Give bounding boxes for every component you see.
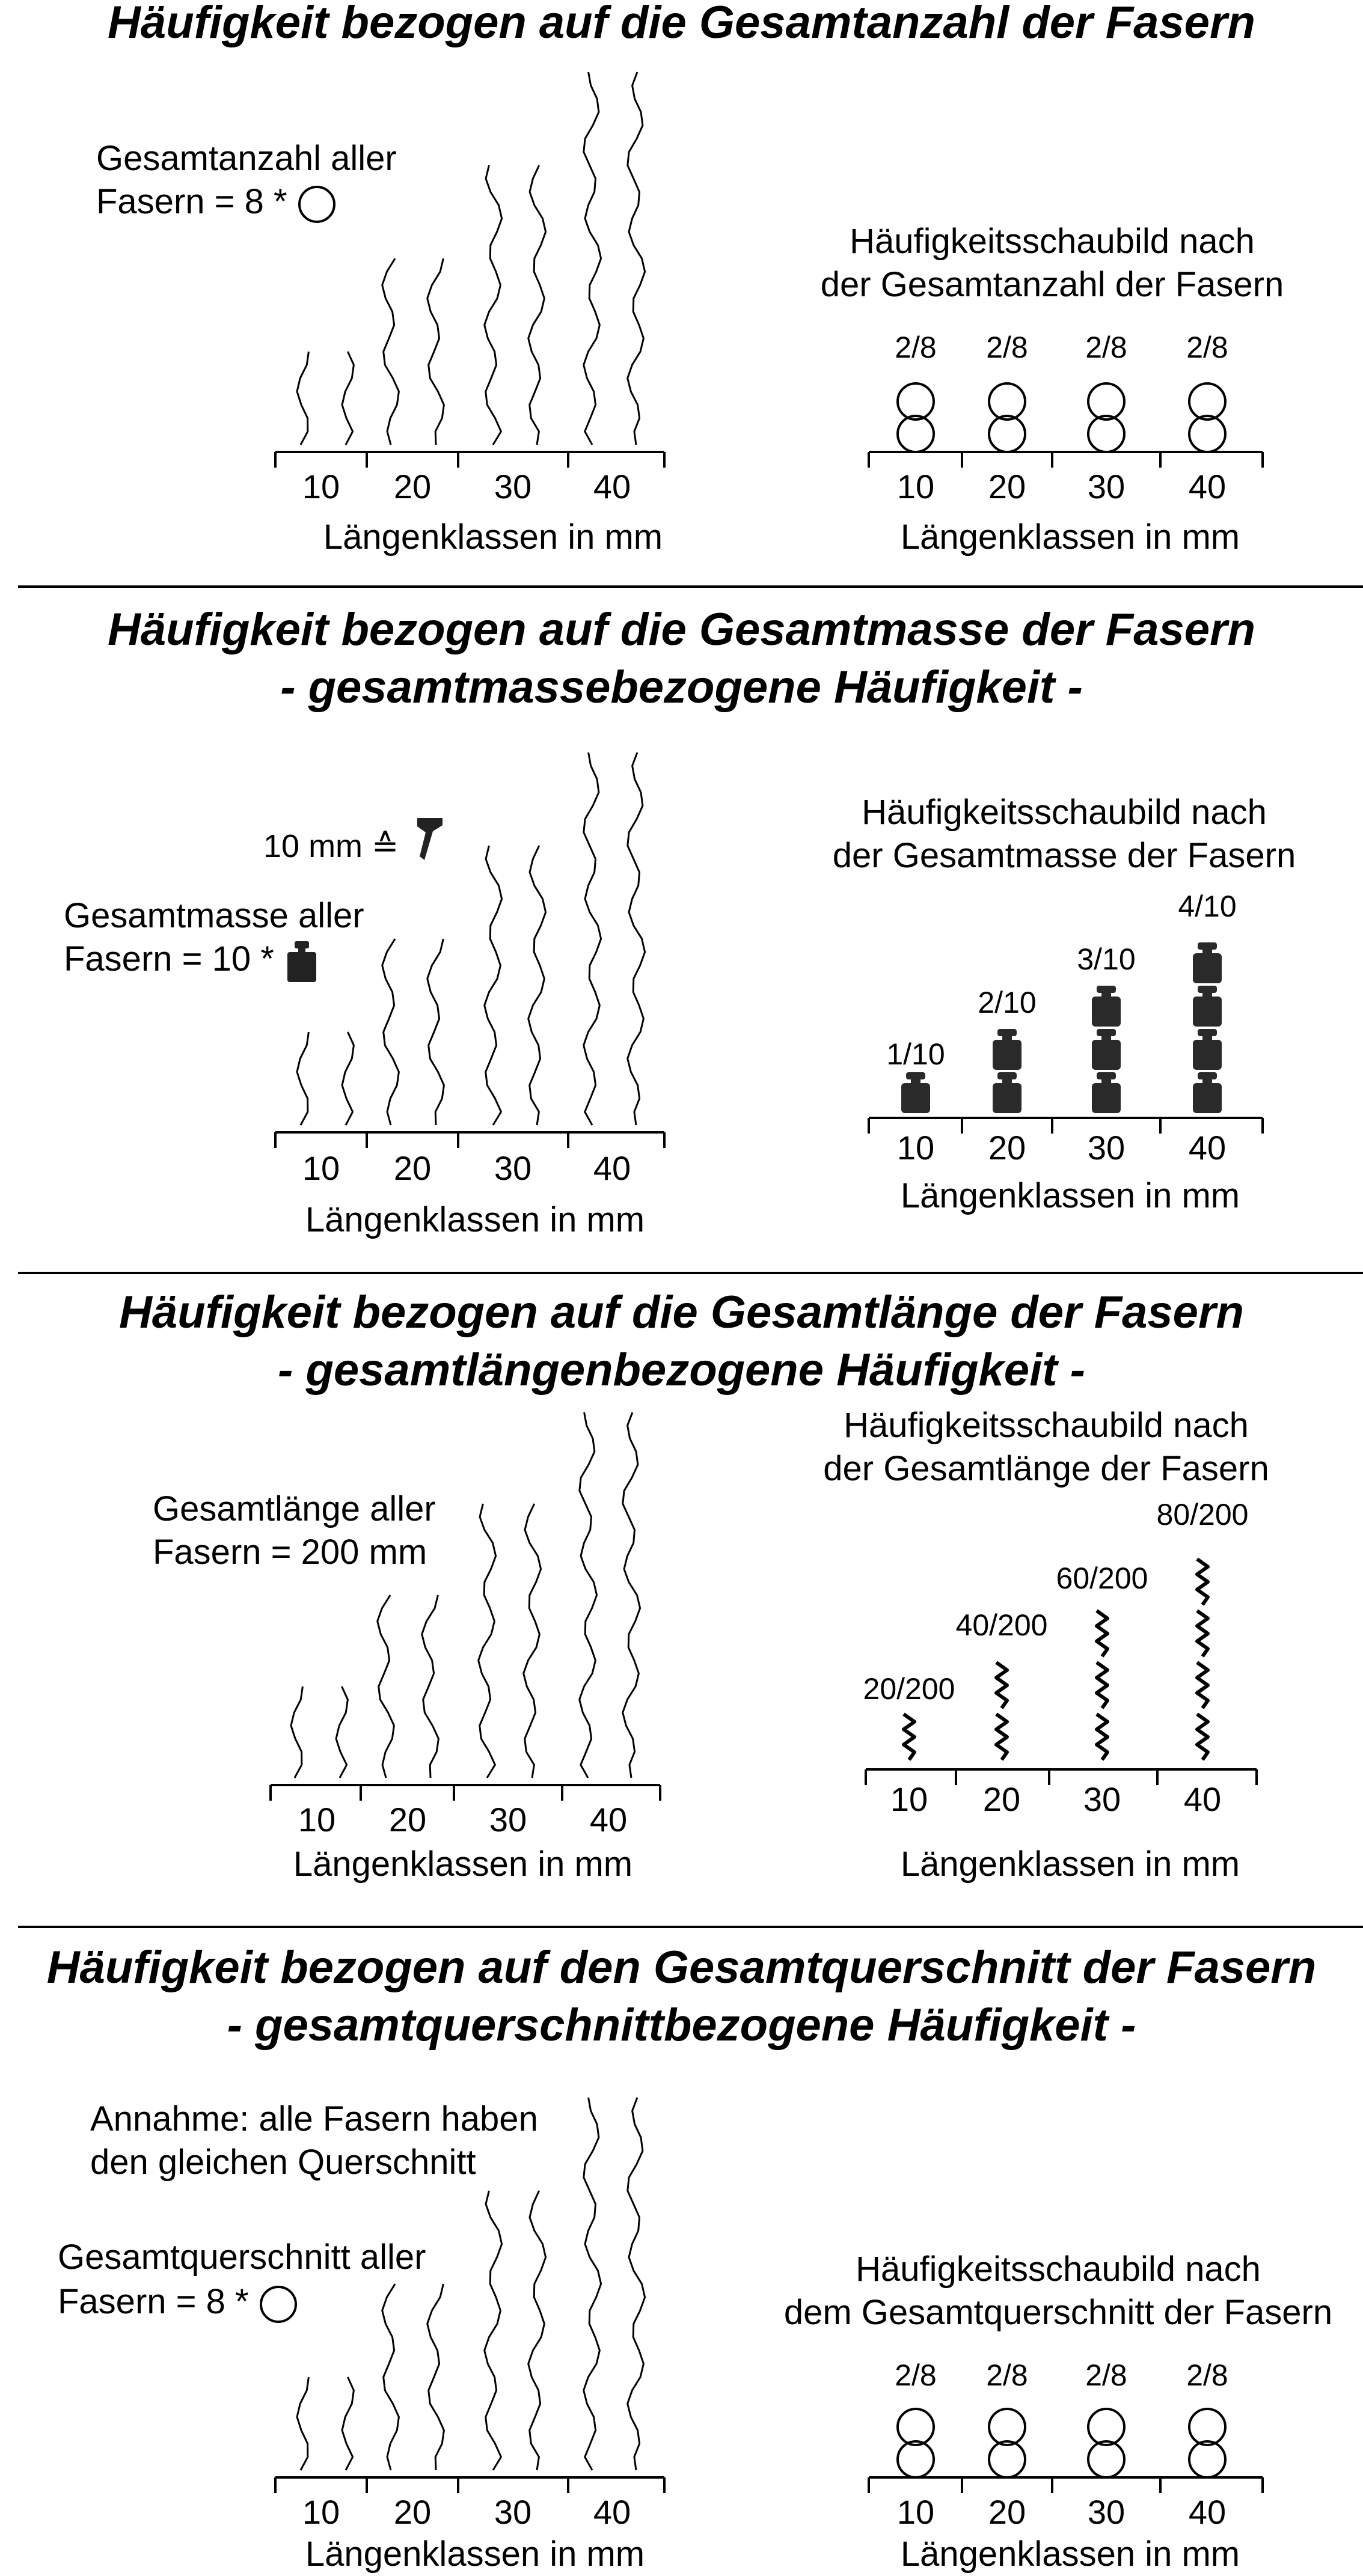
section-4-left-tick-30: 30 (494, 2493, 532, 2531)
section-4-fiber-5 (485, 2191, 502, 2470)
section-2-left-tick-30: 30 (494, 1149, 532, 1187)
section-4-fraction-2: 2/8 (986, 2358, 1028, 2392)
section-1-fiber-5 (485, 165, 502, 445)
section-1-right-tick-40: 40 (1188, 468, 1227, 505)
section-2-weight-3-3 (1092, 986, 1121, 1027)
section-3-left-tick-20: 20 (388, 1801, 427, 1839)
section-2-reference-label: 10 mm ≙ (263, 828, 399, 864)
section-2-weight-4-4 (1193, 942, 1222, 983)
section-3-fiber-symbol-2-1 (996, 1714, 1007, 1760)
section-1-fiber-4 (427, 258, 444, 445)
section-4-fiber-3 (382, 2284, 399, 2470)
section-3-right-axis-label: Längenklassen in mm (900, 1845, 1240, 1884)
section-3-chart-title-line-2: der Gesamtlänge der Fasern (823, 1449, 1269, 1488)
section-3-left-tick-40: 40 (589, 1801, 628, 1839)
section-3-right-tick-30: 30 (1083, 1780, 1121, 1818)
section-2-weight-3-2 (1092, 1029, 1121, 1070)
section-3-fiber-6 (524, 1504, 541, 1778)
section-2-left-axis-label: Längenklassen in mm (305, 1200, 645, 1239)
section-4-right-axis-label: Längenklassen in mm (900, 2535, 1240, 2574)
section-2-fiber-2 (342, 1032, 354, 1125)
section-3-fraction-4: 80/200 (1156, 1498, 1249, 1531)
section-4-fraction-3: 2/8 (1085, 2358, 1127, 2392)
section-4-fraction-4: 2/8 (1186, 2358, 1228, 2392)
section-3-right-tick-10: 10 (890, 1780, 928, 1818)
section-3-fiber-symbol-2-2 (996, 1662, 1007, 1708)
section-3-fiber-symbol-1-1 (904, 1714, 914, 1760)
section-4-left-axis-label: Längenklassen in mm (305, 2535, 645, 2574)
section-1-circle-6 (1088, 416, 1124, 452)
section-1-left-tick-30: 30 (494, 468, 532, 505)
section-3-right-tick-20: 20 (982, 1780, 1021, 1818)
section-1-left-tick-10: 10 (302, 468, 340, 505)
section-3-fiber-symbol-3-2 (1097, 1662, 1107, 1708)
section-2-left-tick-10: 10 (302, 1149, 340, 1187)
section-4-right-tick-40: 40 (1188, 2493, 1227, 2531)
section-2-weight-4-1 (1193, 1072, 1222, 1113)
section-4-title-line-2: - gesamtquerschnittbezogene Häufigkeit - (227, 2000, 1136, 2051)
section-1-note-text: Fasern = 8 * (96, 182, 287, 221)
section-3-left-axis-label: Längenklassen in mm (293, 1845, 633, 1884)
section-4-assumption-line-1: Annahme: alle Fasern haben (90, 2099, 538, 2138)
section-2-note-text: Fasern = 10 * (64, 939, 274, 978)
section-1-chart-title-line-1: Häufigkeitsschaubild nach (850, 222, 1255, 261)
section-3-fiber-symbol-4-4 (1197, 1559, 1208, 1605)
section-4-assumption-line-2: den gleichen Querschnitt (90, 2143, 476, 2182)
section-2-title-line-2: - gesamtmassebezogene Häufigkeit - (280, 662, 1083, 713)
section-4-fiber-1 (297, 2377, 308, 2470)
section-3-title-line-1: Häufigkeit bezogen auf die Gesamtlänge der Fasern (119, 1287, 1244, 1338)
section-1-fiber-7 (584, 72, 601, 445)
section-4-circle-1 (898, 2409, 934, 2445)
section-1-left-tick-40: 40 (593, 468, 631, 505)
section-1-circle-7 (1189, 383, 1225, 420)
section-3-left-tick-10: 10 (298, 1801, 336, 1839)
section-4-note-text: Fasern = 8 * (58, 2282, 249, 2321)
section-2-right-tick-30: 30 (1087, 1129, 1126, 1167)
section-4-circle-2 (898, 2441, 934, 2477)
section-3-fiber-7 (580, 1412, 597, 1778)
section-1-right-tick-30: 30 (1087, 468, 1126, 505)
section-3-fiber-8 (623, 1412, 640, 1778)
section-3-fiber-1 (291, 1686, 302, 1778)
section-2-right-axis-label: Längenklassen in mm (900, 1176, 1240, 1215)
section-3-fiber-symbol-4-2 (1197, 1662, 1208, 1708)
section-2-weight-3-1 (1092, 1072, 1121, 1113)
section-3-fiber-2 (336, 1686, 348, 1778)
section-2-weight-4-3 (1193, 986, 1222, 1027)
section-4-fiber-8 (628, 2098, 645, 2470)
section-2-left-tick-20: 20 (393, 1149, 432, 1187)
section-3-fraction-2: 40/200 (955, 1608, 1048, 1642)
section-2-title-line-1: Häufigkeit bezogen auf die Gesamtmasse der Fasern (107, 604, 1256, 655)
section-4-left-tick-40: 40 (593, 2493, 631, 2531)
section-1-fraction-3: 2/8 (1085, 331, 1127, 364)
section-4-title-line-1: Häufigkeit bezogen auf den Gesamtquerschnitt der Fasern (46, 1942, 1317, 1993)
section-3-title-line-2: - gesamtlängenbezogene Häufigkeit - (278, 1344, 1085, 1396)
section-4-circle-3 (989, 2409, 1025, 2445)
section-1-fiber-2 (342, 352, 354, 445)
section-1-left-tick-20: 20 (393, 468, 432, 505)
section-2-weight-1-1 (901, 1072, 930, 1113)
section-1-fiber-1 (297, 352, 308, 445)
section-2-fraction-1: 1/10 (886, 1037, 945, 1071)
section-2-chart-title-line-1: Häufigkeitsschaubild nach (862, 793, 1267, 832)
section-1-circle-8 (1189, 416, 1225, 452)
section-1-circle-2 (898, 416, 934, 452)
section-3-fraction-3: 60/200 (1056, 1561, 1148, 1595)
section-4-chart-title-line-1: Häufigkeitsschaubild nach (856, 2250, 1261, 2289)
section-1-circle-3 (989, 383, 1025, 420)
section-3-right-tick-40: 40 (1183, 1780, 1222, 1818)
section-1-fraction-4: 2/8 (1186, 331, 1228, 364)
section-1-fraction-1: 2/8 (895, 331, 937, 364)
section-2-right-tick-20: 20 (988, 1129, 1026, 1167)
section-2-left-tick-40: 40 (593, 1149, 631, 1187)
section-2-fiber-6 (528, 846, 546, 1125)
section-1-fraction-2: 2/8 (986, 331, 1028, 364)
section-2-right-tick-10: 10 (896, 1129, 935, 1167)
section-1-fiber-6 (528, 165, 546, 445)
section-3-left-tick-30: 30 (489, 1801, 527, 1839)
section-1-right-axis-label: Längenklassen in mm (900, 517, 1240, 557)
section-3-fiber-symbol-4-1 (1197, 1714, 1208, 1760)
section-3-fiber-4 (422, 1595, 439, 1778)
section-2-fiber-5 (485, 846, 502, 1125)
section-4-left-tick-20: 20 (393, 2493, 432, 2531)
section-1-circle-5 (1088, 383, 1124, 420)
section-4-circle-7 (1189, 2409, 1225, 2445)
section-4-note-line-1: Gesamtquerschnitt aller (58, 2238, 426, 2277)
section-2-chart-title-line-2: der Gesamtmasse der Fasern (832, 836, 1296, 875)
section-3-note-line-1: Gesamtlänge aller (153, 1489, 436, 1528)
section-2-note-line-1: Gesamtmasse aller (64, 896, 364, 935)
section-1-fiber-3 (382, 258, 399, 445)
section-3-fiber-symbol-3-3 (1097, 1611, 1107, 1656)
section-2-fiber-4 (427, 939, 444, 1125)
section-4-circle-4 (989, 2441, 1025, 2477)
section-4-circle-8 (1189, 2441, 1225, 2477)
section-2-fiber-1 (297, 1032, 308, 1125)
section-4-left-tick-10: 10 (302, 2493, 340, 2531)
section-1-right-tick-20: 20 (988, 468, 1026, 505)
section-1-circle-4 (989, 416, 1025, 452)
section-3-fiber-symbol-3-1 (1097, 1714, 1107, 1760)
section-3-fiber-symbol-4-3 (1197, 1611, 1208, 1656)
section-4-right-tick-30: 30 (1087, 2493, 1126, 2531)
section-2-weight-2-1 (993, 1072, 1021, 1113)
section-4-right-tick-10: 10 (896, 2493, 935, 2531)
section-4-circle-5 (1088, 2409, 1124, 2445)
section-3-fiber-5 (479, 1504, 496, 1778)
section-2-fraction-4: 4/10 (1178, 890, 1237, 923)
section-1-circle-1 (898, 383, 934, 420)
section-4-fiber-7 (584, 2098, 601, 2470)
section-4-fiber-2 (342, 2377, 354, 2470)
section-2-weight-2-2 (993, 1029, 1021, 1070)
section-1-right-tick-10: 10 (896, 468, 935, 505)
section-2-fiber-8 (628, 752, 645, 1125)
section-1-fiber-8 (628, 72, 645, 445)
section-2-fiber-7 (584, 752, 601, 1125)
section-2-fiber-3 (382, 939, 399, 1125)
section-4-fiber-6 (528, 2191, 546, 2470)
section-3-fraction-1: 20/200 (863, 1672, 955, 1706)
section-2-right-tick-40: 40 (1188, 1129, 1227, 1167)
section-4-right-tick-20: 20 (988, 2493, 1026, 2531)
section-3-chart-title-line-1: Häufigkeitsschaubild nach (844, 1406, 1249, 1445)
section-2-fraction-2: 2/10 (978, 986, 1037, 1019)
section-1-title-line-1: Häufigkeit bezogen auf die Gesamtanzahl der Fasern (108, 0, 1255, 48)
section-4-circle-6 (1088, 2441, 1124, 2477)
section-1-left-axis-label: Längenklassen in mm (323, 517, 663, 557)
section-4-fiber-4 (427, 2284, 444, 2470)
section-4-fraction-1: 2/8 (895, 2358, 937, 2392)
section-3-fiber-3 (378, 1595, 394, 1778)
section-1-chart-title-line-2: der Gesamtanzahl der Fasern (820, 265, 1284, 304)
section-2-fraction-3: 3/10 (1077, 942, 1136, 976)
section-4-chart-title-line-2: dem Gesamtquerschnitt der Fasern (783, 2293, 1333, 2332)
section-3-note-line-2: Fasern = 200 mm (153, 1533, 427, 1572)
section-1-note-line-1: Gesamtanzahl aller (96, 139, 397, 178)
section-2-weight-4-2 (1193, 1029, 1222, 1070)
